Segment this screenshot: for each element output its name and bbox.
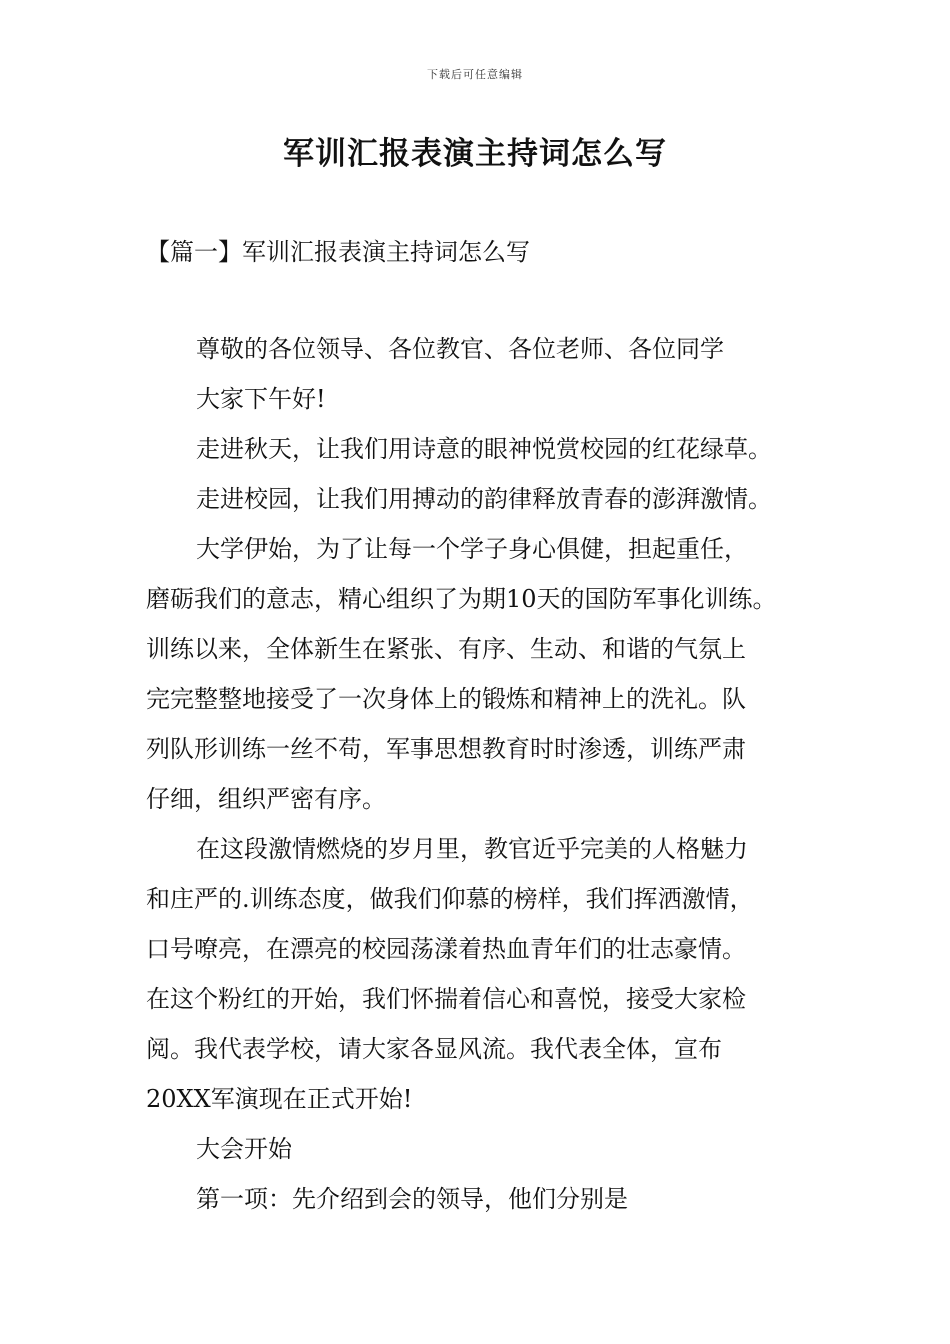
- header-note: 下载后可任意编辑: [427, 68, 523, 81]
- body-line: 和庄严的.训练态度，做我们仰慕的榜样，我们挥洒激情，: [146, 885, 754, 913]
- body-text: [146, 324, 816, 1224]
- document-title: 军训汇报表演主持词怎么写: [283, 136, 667, 172]
- body-line: 列队形训练一丝不苟，军事思想教育时时渗透，训练严肃: [146, 735, 746, 763]
- body-line: 仔细，组织严密有序。: [146, 785, 386, 813]
- body-line: 阅。我代表学校，请大家各显风流。我代表全体，宣布: [146, 1035, 722, 1063]
- body-line: 第一项：先介绍到会的领导，他们分别是: [196, 1185, 628, 1213]
- body-line: 口号嘹亮，在漂亮的校园荡漾着热血青年们的壮志豪情。: [146, 935, 746, 963]
- body-line: 完完整整地接受了一次身体上的锻炼和精神上的洗礼。队: [146, 685, 746, 713]
- body-line: 尊敬的各位领导、各位教官、各位老师、各位同学: [196, 335, 724, 363]
- body-line: 磨砺我们的意志，精心组织了为期10天的国防军事化训练。: [146, 585, 777, 613]
- body-line: 在这个粉红的开始，我们怀揣着信心和喜悦，接受大家检: [146, 985, 746, 1013]
- body-line: 走进秋天，让我们用诗意的眼神悦赏校园的红花绿草。: [196, 435, 772, 463]
- body-line: 训练以来，全体新生在紧张、有序、生动、和谐的气氛上: [146, 635, 746, 663]
- body-line: 走进校园，让我们用搏动的韵律释放青春的澎湃激情。: [196, 485, 772, 513]
- body-line: 大会开始: [196, 1135, 292, 1163]
- body-line: 大学伊始，为了让每一个学子身心俱健，担起重任，: [196, 535, 748, 563]
- body-line: 在这段激情燃烧的岁月里，教官近乎完美的人格魅力: [196, 835, 748, 863]
- section-heading: 【篇一】军训汇报表演主持词怎么写: [146, 238, 530, 266]
- body-line: 大家下午好!: [196, 385, 326, 413]
- body-line: 20XX军演现在正式开始!: [146, 1085, 413, 1113]
